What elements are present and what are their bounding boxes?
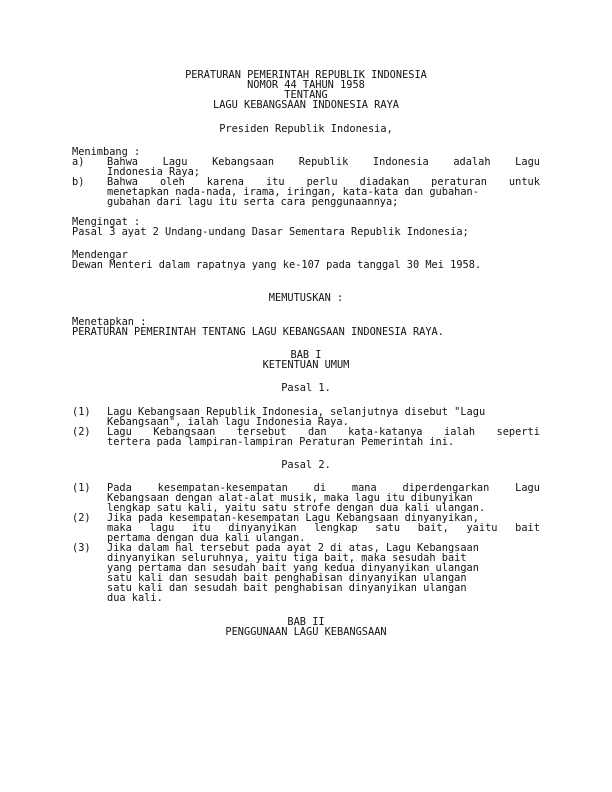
mendengar-label: Mendengar [72,249,128,261]
pasal-2-item-3-line-5: satu kali dan sesudah bait penghabisan dinyanyikan ulangan [107,582,467,594]
bab-1-subtitle: KETENTUAN UMUM [262,359,350,371]
word: Bahwa [107,156,138,168]
pasal-2-item-1-line-3: lengkap satu kali, yaitu satu strofe dengan dua kali ulangan. [107,502,486,514]
word: Lagu [162,156,188,168]
pasal-1-title: Pasal 1. [281,382,331,394]
word: bait, [417,522,449,534]
pasal-2-item-1-line-2: Kebangsaan dengan alat-alat musik, maka lagu itu dibunyikan [107,492,473,504]
word: diadakan [359,176,410,188]
bab-2-subtitle: PENGGUNAAN LAGU KEBANGSAAN [225,626,387,638]
menimbang-a-marker: a) [72,156,85,168]
pasal-2-item-3-line-1: Jika dalam hal tersebut pada ayat 2 di atas, Lagu Kebangsaan [107,542,479,554]
header-line-1: PERATURAN PEMERINTAH REPUBLIK INDONESIA [185,69,427,81]
word: ialah [444,426,476,438]
word: Kebangsaan [153,426,216,438]
word: kesempatan-kesempatan [157,482,288,494]
word: mana [351,482,377,494]
pasal-2-title: Pasal 2. [281,459,331,471]
menimbang-label: Menimbang : [72,146,141,158]
bab-1-title: BAB I [290,349,322,361]
word: untuk [508,176,540,188]
word: dinyanyikan [228,522,297,534]
pasal-1-item-2-line-2: tertera pada lampiran-lampiran Peraturan Pemerintah ini. [107,436,455,448]
pasal-2-item-3-marker: (3) [72,542,91,554]
word: Bahwa [107,176,138,188]
word: yaitu [466,522,498,534]
pasal-1-item-2-marker: (2) [72,426,91,438]
word: Lagu [107,426,132,438]
word: oleh [159,176,185,188]
word: bait [515,522,540,534]
pasal-1-item-1-marker: (1) [72,406,91,418]
word: Pada [107,482,132,494]
word: perlu [306,176,338,188]
pasal-2-item-1-marker: (1) [72,482,91,494]
menetapkan-text: PERATURAN PEMERINTAH TENTANG LAGU KEBANGSAAN INDONESIA RAYA. [72,326,444,338]
word: lagu [149,522,175,534]
pasal-2-item-3-line-2: dinyanyikan seluruhnya, yaitu tiga bait, maka sesudah bait [107,552,467,564]
menimbang-a-line-2: Indonesia Raya; [107,166,200,178]
word: kata-katanya [348,426,423,438]
pasal-2-item-3-line-3: yang pertama dan sesudah bait yang kedua dinyanyikan ulangan [107,562,479,574]
pasal-1-item-1-line-1: Lagu Kebangsaan Republik Indonesia, selanjutnya disebut "Lagu [107,406,486,418]
word: maka [107,522,132,534]
word: Indonesia [372,156,429,168]
word: Lagu [515,156,540,168]
bab-2-title: BAB II [287,616,325,628]
word: seperti [496,426,540,438]
pasal-2-item-3-line-6: dua kali. [107,592,163,604]
word: Republik [298,156,349,168]
pasal-2-item-2-line-3: pertama dengan dua kali ulangan. [107,532,306,544]
word: tersebut [236,426,287,438]
word: itu [192,522,211,534]
menimbang-b-line-2: menetapkan nada-nada, irama, iringan, kata-kata dan gubahan- [107,186,479,198]
word: karena [206,176,244,188]
mendengar-text: Dewan Menteri dalam rapatnya yang ke-107 pada tanggal 30 Mei 1958. [72,259,482,271]
pasal-2-item-2-marker: (2) [72,512,91,524]
header-line-2: NOMOR 44 TAHUN 1958 [247,79,365,91]
pasal-2-item-2-line-1: Jika pada kesempatan-kesempatan Lagu Kebangsaan dinyanyikan, [107,512,479,524]
mengingat-text: Pasal 3 ayat 2 Undang-undang Dasar Sementara Republik Indonesia; [72,226,469,238]
mengingat-label: Mengingat : [72,216,141,228]
menimbang-b-line-3: gubahan dari lagu itu serta cara penggunaannya; [107,196,399,208]
memutuskan-heading: MEMUTUSKAN : [268,292,344,304]
word: diperdengarkan [402,482,490,494]
word: lengkap [314,522,358,534]
word: satu [375,522,401,534]
pasal-2-item-3-line-4: satu kali dan sesudah bait penghabisan dinyanyikan ulangan [107,572,467,584]
word: peraturan [431,176,487,188]
word: adalah [453,156,491,168]
word: itu [265,176,285,188]
word: Kebangsaan [212,156,275,168]
menetapkan-label: Menetapkan : [72,316,147,328]
word: dan [307,426,327,438]
president-line: Presiden Republik Indonesia, [219,123,393,135]
word: Lagu [515,482,540,494]
menimbang-b-marker: b) [72,176,85,188]
word: di [313,482,327,494]
pasal-1-item-1-line-2: Kebangsaan", ialah lagu Indonesia Raya. [107,416,349,428]
header-line-4: LAGU KEBANGSAAN INDONESIA RAYA [213,99,399,111]
header-line-3: TENTANG [284,89,328,101]
